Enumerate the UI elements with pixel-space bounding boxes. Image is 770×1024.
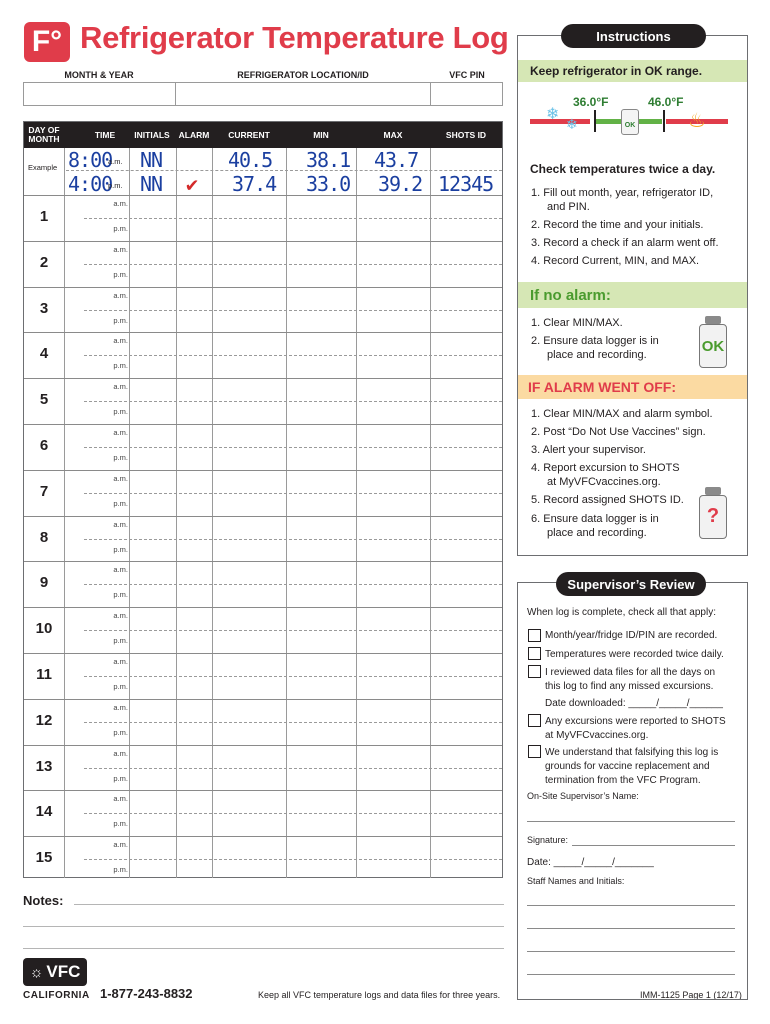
step-3: 3. Record a check if an alarm went off. (531, 237, 719, 249)
alarm-step-6: 6. Ensure data logger is in (531, 513, 659, 525)
row-separator (24, 699, 502, 700)
am-pm-divider (84, 859, 502, 860)
supervisor-title: Supervisor’s Review (556, 572, 706, 596)
step-4: 4. Record Current, MIN, and MAX. (531, 255, 700, 267)
onsite-name-label: On-Site Supervisor’s Name: (527, 791, 639, 801)
form-number: IMM-1125 Page 1 (12/17) (640, 990, 742, 1000)
col-divider (430, 148, 431, 878)
example-label: Example (28, 163, 58, 172)
vial-ok-text: OK (701, 338, 725, 355)
phone-number: 1-877-243-8832 (100, 986, 193, 1001)
month-year-label: MONTH & YEAR (64, 70, 134, 80)
col-divider (356, 148, 357, 878)
col-alarm: ALARM (178, 129, 210, 140)
notes-label: Notes: (23, 893, 64, 908)
month-year-field[interactable] (23, 82, 176, 106)
flame-icon: ♨ (688, 108, 706, 132)
ok-range-bar: Keep refrigerator in OK range. (518, 60, 747, 82)
am-label: a.m. (113, 382, 128, 392)
am-label: a.m. (113, 611, 128, 621)
check-reviewed-cont: this log to find any missed excursions. (545, 681, 714, 692)
col-divider (176, 148, 177, 878)
row-separator (24, 470, 502, 471)
day-number: 10 (35, 620, 53, 638)
example-pm-min: 33.0 (306, 172, 351, 196)
am-label: a.m. (113, 290, 128, 300)
date-downloaded-field[interactable]: Date downloaded: _____/_____/______ (545, 698, 723, 709)
pm-label: p.m. (113, 773, 128, 783)
am-pm-divider (84, 310, 502, 311)
pm-label: p.m. (113, 223, 128, 233)
alarm-step-1: 1. Clear MIN/MAX and alarm symbol. (531, 408, 713, 420)
am-pm-divider (84, 768, 502, 769)
notes-line[interactable] (23, 948, 504, 949)
page-title: Refrigerator Temperature Log (80, 20, 509, 55)
pm-label: p.m. (113, 636, 128, 646)
col-divider (64, 148, 65, 878)
no-alarm-step-2: 2. Ensure data logger is in (531, 335, 659, 347)
check-excursions-reported[interactable] (528, 714, 541, 727)
am-label: a.m. (113, 840, 128, 850)
col-shots-id: SHOTS ID (445, 129, 487, 140)
check-excursions-label: Any excursions were reported to SHOTS (545, 716, 726, 727)
retention-note: Keep all VFC temperature logs and data files for three years. (258, 990, 501, 1000)
example-pm-initials: NN (140, 172, 163, 196)
pm-label: p.m. (113, 727, 128, 737)
cold-bar (530, 119, 590, 124)
am-label: a.m. (113, 428, 128, 437)
am-pm-divider (84, 584, 502, 585)
vfc-logo (23, 958, 87, 986)
check-falsifying-cont2: termination from the VFC Program. (545, 775, 701, 786)
pm-label: p.m. (113, 819, 128, 829)
low-marker (594, 110, 596, 132)
col-time: TIME (94, 129, 116, 140)
am-label: a.m. (113, 748, 128, 758)
am-label: a.m. (113, 657, 128, 666)
day-number: 12 (35, 711, 53, 729)
row-separator (24, 561, 502, 562)
high-marker (663, 110, 665, 132)
col-day: DAY OF MONTH (28, 125, 60, 144)
check-falsifying-label: We understand that falsifying this log is (545, 747, 719, 758)
staff-label: Staff Names and Initials: (527, 876, 625, 886)
check-reviewed-label: I reviewed data files for all the days on (545, 667, 716, 678)
am-label: a.m. (113, 336, 128, 346)
step-1: 1. Fill out month, year, refrigerator ID, (531, 187, 714, 199)
day-number: 4 (39, 345, 49, 363)
check-falsifying-cont1: grounds for vaccine replacement and (545, 761, 710, 772)
am-label: a.m. (113, 565, 128, 575)
row-separator (24, 378, 502, 379)
sun-icon: ☼ (29, 963, 44, 981)
date-field[interactable]: Date: _____/_____/_______ (527, 857, 654, 868)
staff-line[interactable] (527, 905, 735, 906)
am-label: a.m. (113, 244, 128, 254)
check-excursions-cont: at MyVFCvaccines.org. (545, 730, 649, 741)
alarm-step-6-cont: place and recording. (547, 527, 647, 539)
temperature-log-table (23, 121, 503, 878)
staff-line[interactable] (527, 951, 735, 952)
row-separator (24, 287, 502, 288)
example-pm-shots: 12345 (438, 172, 494, 196)
alarm-step-4: 4. Report excursion to SHOTS (531, 462, 680, 474)
am-pm-divider (84, 493, 502, 494)
example-pm-label: p.m. (108, 181, 123, 190)
vfc-pin-label: VFC PIN (449, 70, 485, 80)
day-number: 8 (39, 528, 49, 546)
vial-ok-tag: OK (624, 122, 636, 129)
example-pm-current: 37.4 (232, 172, 277, 196)
fahrenheit-badge: F° (24, 22, 70, 62)
row-separator (24, 653, 502, 654)
no-alarm-step-1: 1. Clear MIN/MAX. (531, 317, 623, 329)
col-current: CURRENT (228, 129, 270, 140)
example-am-max: 43.7 (374, 148, 419, 172)
signature-label: Signature: (527, 835, 569, 845)
pm-label: p.m. (113, 452, 128, 462)
day-number: 7 (39, 482, 49, 500)
check-ids-label: Month/year/fridge ID/PIN are recorded. (545, 630, 718, 641)
step-2: 2. Record the time and your initials. (531, 219, 704, 231)
alarm-step-2: 2. Post “Do Not Use Vaccines” sign. (531, 426, 706, 438)
pm-label: p.m. (113, 407, 128, 417)
state-label: CALIFORNIA (23, 990, 90, 1001)
example-pm-time: 4:00 (68, 172, 113, 196)
logo-text: VFC (46, 962, 81, 981)
check-twice-daily[interactable] (528, 647, 541, 660)
day-number: 1 (39, 208, 49, 225)
day-number: 3 (39, 299, 49, 317)
alarm-step-4-cont: at MyVFCvaccines.org. (547, 476, 661, 488)
col-max: MAX (383, 129, 403, 140)
row-separator (24, 241, 502, 242)
notes-line[interactable] (23, 926, 504, 927)
col-divider (129, 148, 130, 878)
row-separator (24, 516, 502, 517)
staff-line[interactable] (527, 928, 735, 929)
vial-alert-icon (697, 487, 729, 539)
row-separator (24, 195, 502, 196)
example-am-initials: NN (140, 148, 163, 172)
row-separator (24, 745, 502, 746)
col-divider (286, 148, 287, 878)
am-pm-divider (84, 264, 502, 265)
col-initials: INITIALS (134, 129, 170, 140)
snowflake-icon: ❄ (566, 117, 578, 133)
am-pm-divider (84, 630, 502, 631)
pm-label: p.m. (113, 681, 128, 691)
pm-label: p.m. (113, 498, 128, 508)
am-pm-divider (84, 676, 502, 677)
alarm-step-3: 3. Alert your supervisor. (531, 444, 646, 456)
alarm-heading: IF ALARM WENT OFF: (518, 375, 747, 399)
day-number: 14 (35, 803, 53, 821)
day-number: 6 (39, 437, 49, 454)
day-number: 11 (36, 666, 52, 683)
table-header (24, 122, 502, 148)
day-number: 9 (39, 574, 49, 592)
row-separator (24, 790, 502, 791)
example-am-current: 40.5 (228, 148, 273, 172)
am-label: a.m. (113, 702, 128, 712)
am-label: a.m. (113, 199, 128, 208)
example-dash (66, 170, 502, 171)
notes-line[interactable] (74, 904, 504, 905)
signature-field[interactable] (572, 845, 735, 846)
pm-label: p.m. (113, 865, 128, 875)
day-number: 5 (39, 391, 49, 409)
pm-label: p.m. (113, 269, 128, 279)
no-alarm-heading: If no alarm: (518, 282, 747, 308)
vial-question-mark: ? (706, 505, 720, 527)
vfc-pin-field[interactable] (430, 82, 503, 106)
example-am-label: a.m. (108, 157, 123, 166)
onsite-name-field[interactable] (527, 821, 735, 822)
example-am-time: 8:00 (68, 148, 113, 172)
check-falsifying[interactable] (528, 745, 541, 758)
check-twice-heading: Check temperatures twice a day. (530, 162, 716, 176)
check-ids-recorded[interactable] (528, 629, 541, 642)
col-min: MIN (313, 129, 329, 140)
check-reviewed-files[interactable] (528, 665, 541, 678)
day-number: 2 (39, 253, 49, 271)
row-separator (24, 424, 502, 425)
row-separator (24, 607, 502, 608)
example-am-min: 38.1 (306, 148, 351, 172)
staff-line[interactable] (527, 974, 735, 975)
pm-label: p.m. (113, 315, 128, 325)
pm-label: p.m. (113, 544, 128, 554)
day-number: 15 (35, 849, 53, 867)
location-label: REFRIGERATOR LOCATION/ID (237, 70, 369, 80)
no-alarm-step-2-cont: place and recording. (547, 349, 647, 361)
pm-label: p.m. (113, 361, 128, 371)
snowflake-icon: ❄ (546, 104, 560, 123)
am-label: a.m. (113, 519, 128, 529)
am-pm-divider (84, 539, 502, 540)
low-temp-label: 36.0°F (573, 95, 609, 109)
am-pm-divider (84, 218, 502, 219)
pm-label: p.m. (113, 590, 128, 600)
am-label: a.m. (113, 473, 128, 483)
am-pm-divider (84, 355, 502, 356)
high-temp-label: 46.0°F (648, 95, 684, 109)
am-pm-divider (84, 401, 502, 402)
am-pm-divider (84, 813, 502, 814)
row-separator (24, 332, 502, 333)
alarm-step-5: 5. Record assigned SHOTS ID. (531, 494, 684, 506)
am-pm-divider (84, 722, 502, 723)
check-twice-label: Temperatures were recorded twice daily. (545, 649, 724, 660)
example-pm-max: 39.2 (378, 172, 423, 196)
location-field[interactable] (175, 82, 431, 106)
step-1-cont: and PIN. (547, 201, 590, 213)
example-alarm-check: ✔ (186, 172, 198, 196)
col-divider (212, 148, 213, 878)
vial-ok-icon (697, 316, 729, 368)
am-label: a.m. (113, 794, 128, 804)
vial-icon (621, 109, 639, 135)
row-separator (24, 836, 502, 837)
am-pm-divider (84, 447, 502, 448)
supervisor-intro: When log is complete, check all that apply: (527, 607, 716, 618)
instructions-title: Instructions (561, 24, 706, 48)
day-number: 13 (35, 757, 53, 775)
